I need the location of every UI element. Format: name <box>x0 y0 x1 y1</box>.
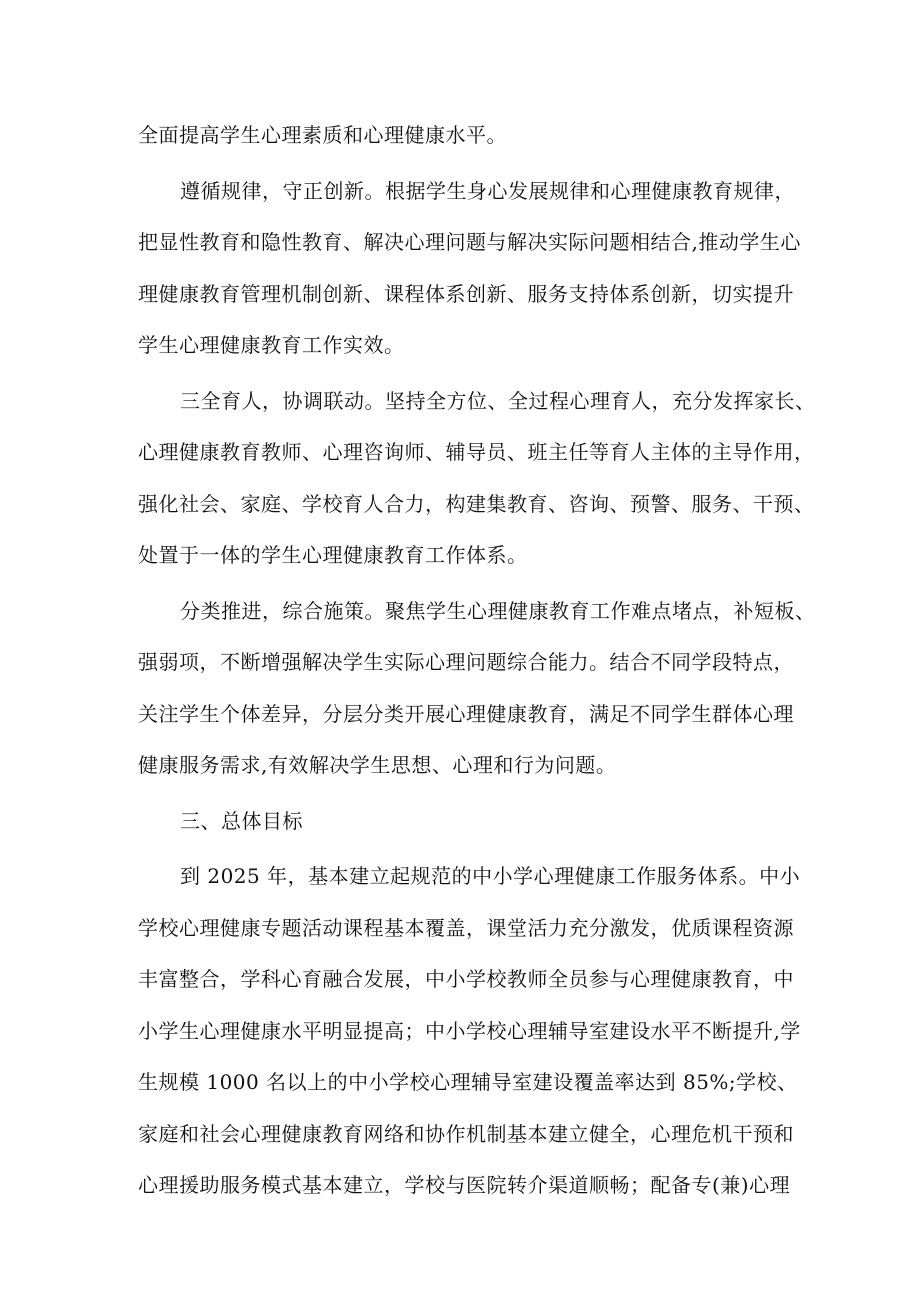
text-line: 学校心理健康专题活动课程基本覆盖，课堂活力充分激发，优质课程资源 <box>138 915 794 940</box>
text-line: 家庭和社会心理健康教育网络和协作机制基本建立健全，心理危机干预和 <box>138 1121 794 1146</box>
text-line: 心理援助服务模式基本建立，学校与医院转介渠道顺畅；配备专(兼)心理 <box>138 1173 791 1197</box>
text-line: 处置于一体的学生心理健康教育工作体系。 <box>138 543 528 567</box>
section-heading <box>138 796 788 848</box>
text-line: 健康服务需求,有效解决学生思想、心理和行为问题。 <box>138 753 617 777</box>
text-line: 小学生心理健康水平明显提高；中小学校心理辅导室建设水平不断提升,学 <box>138 1018 801 1043</box>
text-line: 强化社会、家庭、学校育人合力，构建集教育、咨询、预警、服务、干预、 <box>138 491 815 516</box>
text-line: 把显性教育和隐性教育、解决心理问题与解决实际问题相结合,推动学生心 <box>138 230 801 254</box>
text-line: 关注学生个体差异，分层分类开展心理健康教育，满足不同学生群体心理 <box>138 701 794 726</box>
text-line: 丰富整合，学科心育融合发展，中小学校教师全员参与心理健康教育，中 <box>138 967 794 991</box>
text-line: 全面提高学生心理素质和心理健康水平。 <box>138 123 507 147</box>
text-line: 理健康教育管理机制创新、课程体系创新、服务支持体系创新，切实提升 <box>138 281 794 306</box>
paragraph-continuation <box>138 110 788 162</box>
paragraph-overall-goals <box>138 851 801 1212</box>
heading-text: 三、总体目标 <box>180 808 303 833</box>
text-line: 到 2025 年，基本建立起规范的中小学心理健康工作服务体系。中小 <box>180 864 801 888</box>
text-line: 遵循规律，守正创新。根据学生身心发展规律和心理健康教育规律， <box>180 178 795 203</box>
paragraph-follow-rules <box>138 166 801 372</box>
text-line: 生规模 1000 名以上的中小学校心理辅导室建设覆盖率达到 85%;学校、 <box>138 1070 798 1094</box>
text-line: 三全育人，协调联动。坚持全方位、全过程心理育人，充分发挥家长、 <box>180 388 816 413</box>
paragraph-classified-advance <box>138 586 816 792</box>
text-line: 心理健康教育教师、心理咨询师、辅导员、班主任等育人主体的主导作用， <box>138 440 815 464</box>
paragraph-three-comprehensive <box>138 376 816 582</box>
text-line: 分类推进，综合施策。聚焦学生心理健康教育工作难点堵点，补短板、 <box>180 598 816 623</box>
text-line: 学生心理健康教育工作实效。 <box>138 333 405 357</box>
text-line: 强弱项，不断增强解决学生实际心理问题综合能力。结合不同学段特点， <box>138 650 794 674</box>
